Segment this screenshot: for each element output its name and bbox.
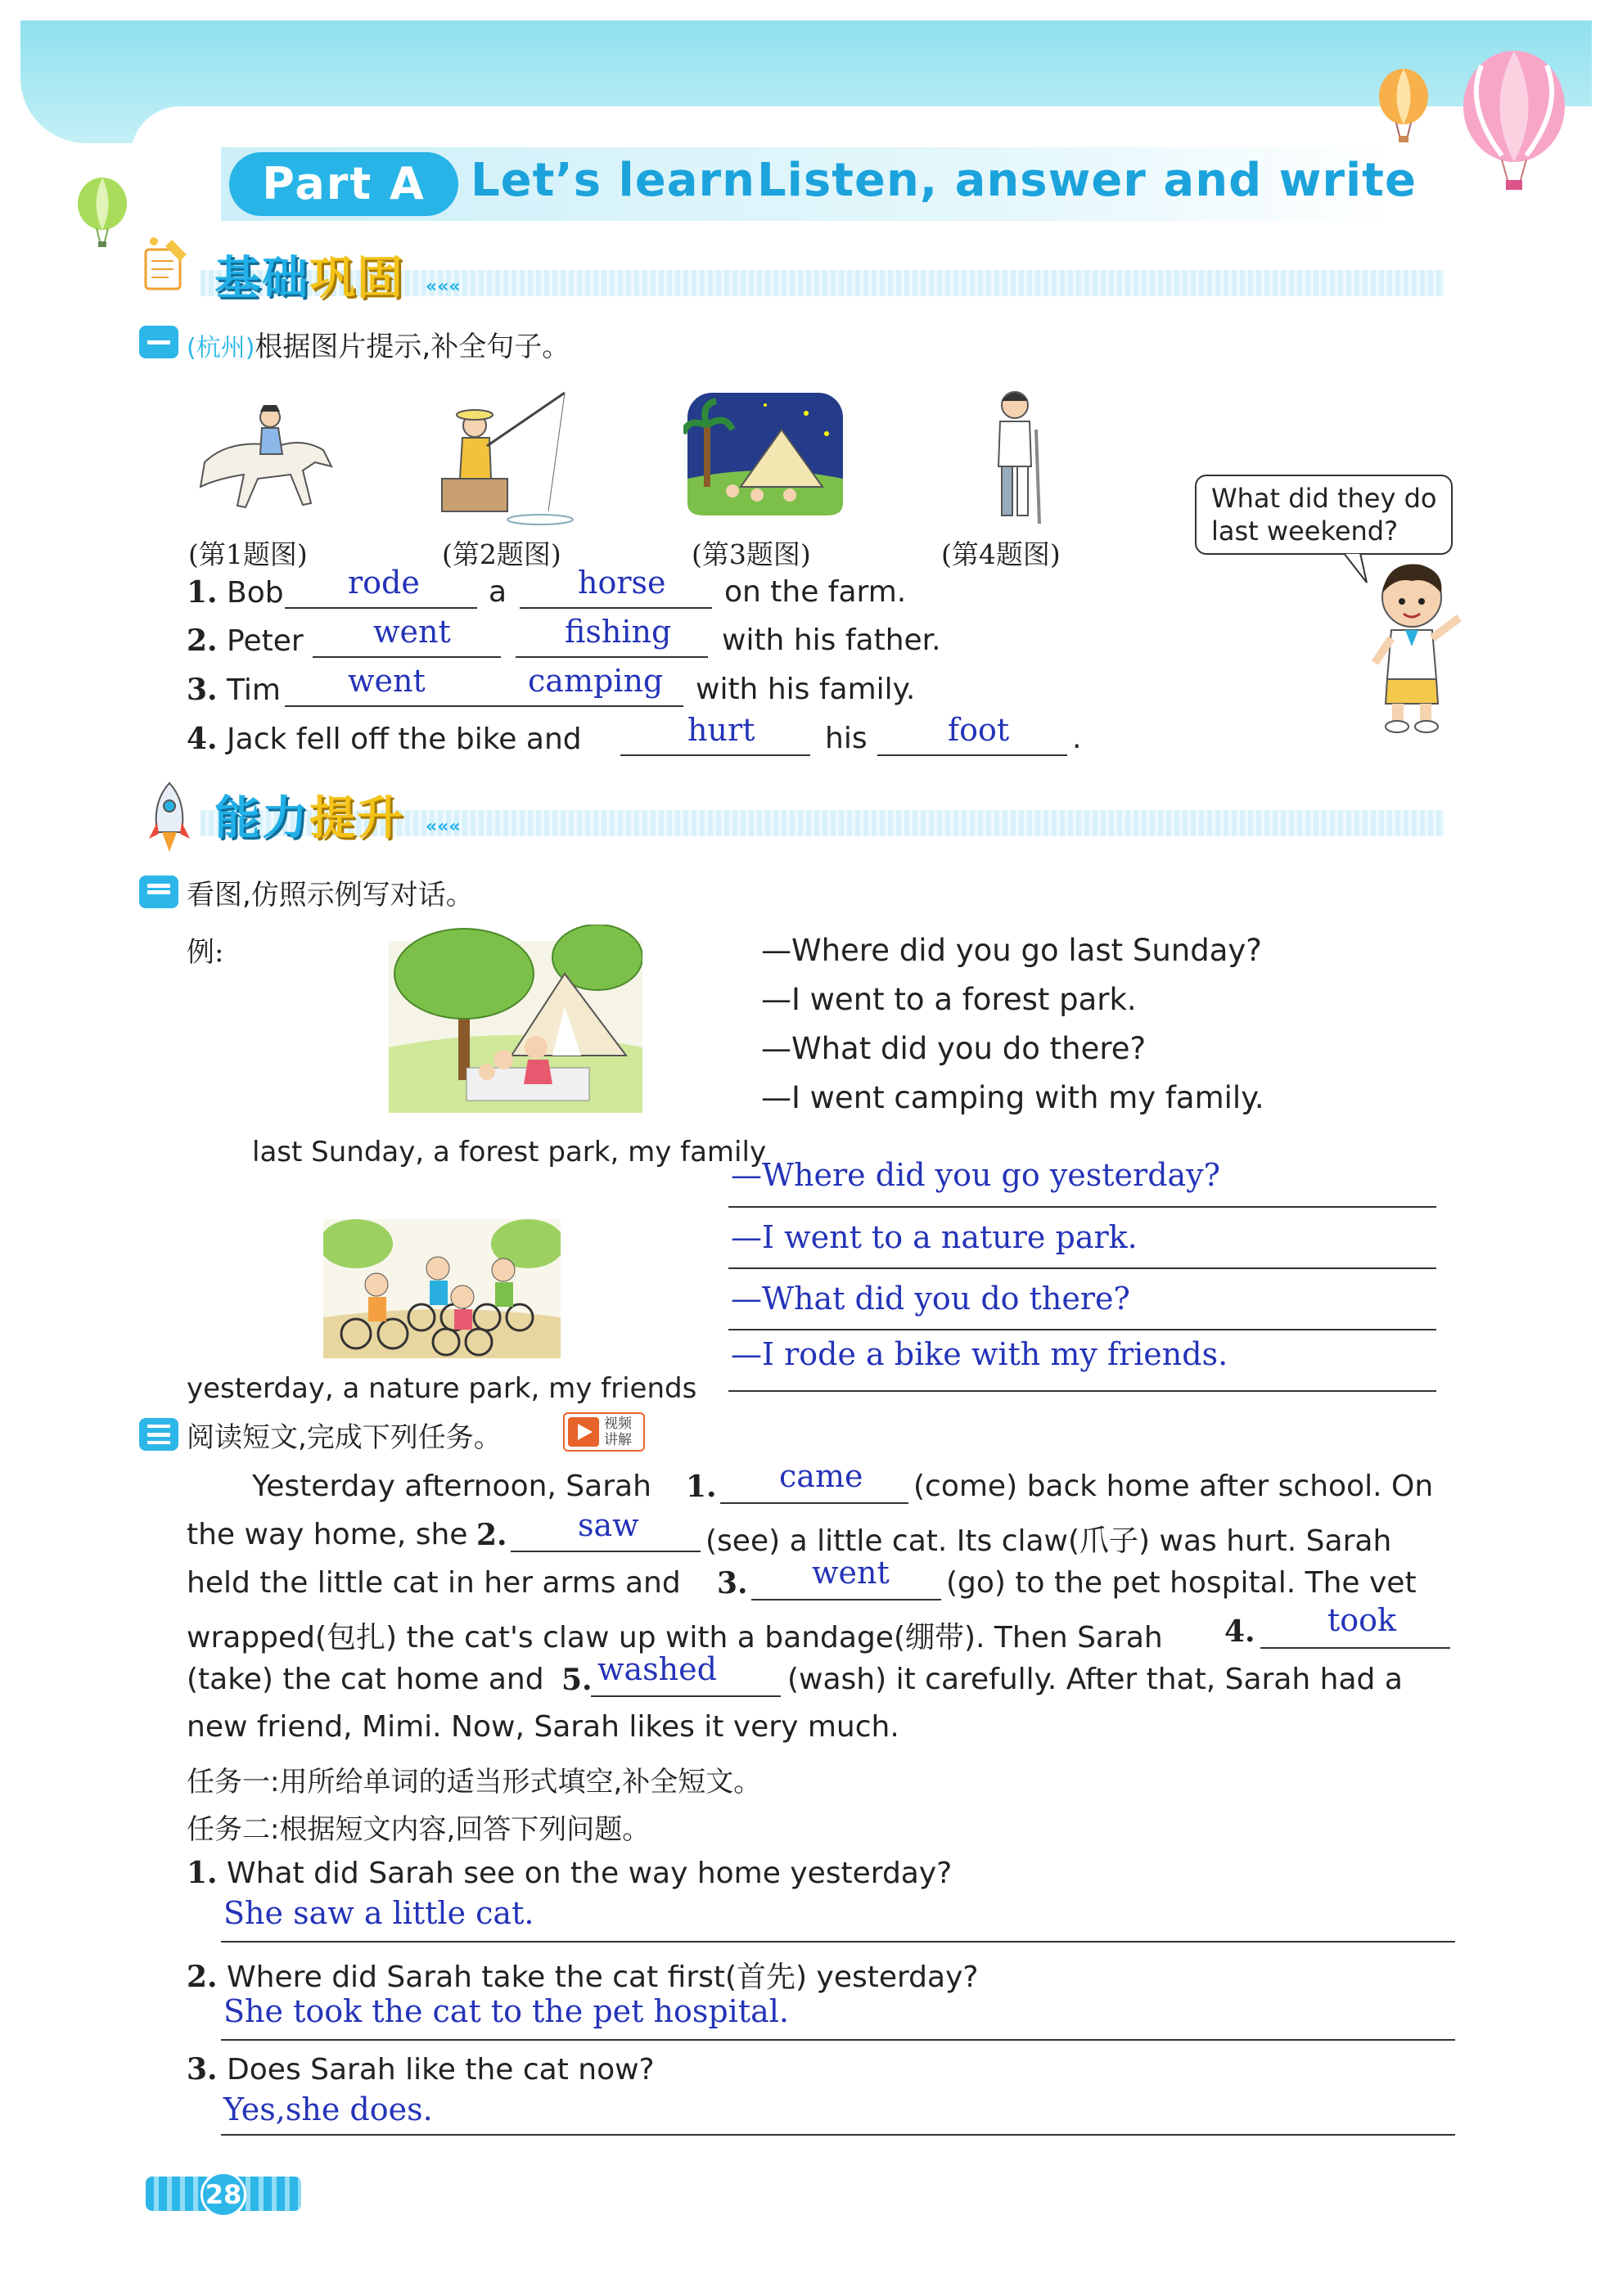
answer-rule-2[interactable] bbox=[728, 1267, 1436, 1269]
part-label: Part A bbox=[229, 152, 458, 216]
passage-num-2: 2. bbox=[476, 1518, 507, 1552]
passage-answer-1: came bbox=[779, 1458, 863, 1494]
pink-balloon-icon bbox=[1457, 49, 1571, 196]
q1-blank-2a[interactable] bbox=[313, 656, 501, 658]
passage-line-5b: (wash) it carefully. After that, Sarah had a bbox=[787, 1663, 1403, 1696]
question-1-badge bbox=[139, 326, 178, 358]
passage-num-4: 4. bbox=[1224, 1614, 1255, 1649]
q1-answer-4a: hurt bbox=[687, 712, 755, 748]
question-2: 2. Where did Sarah take the cat first(首先) yesterday? bbox=[187, 1960, 979, 1994]
passage-line-1a: Yesterday afternoon, Sarah bbox=[252, 1470, 651, 1503]
section1-chevrons: ««« bbox=[426, 277, 461, 297]
answer-rule-1[interactable] bbox=[728, 1206, 1436, 1208]
passage-blank-5[interactable] bbox=[591, 1695, 781, 1697]
camping-night-picture bbox=[683, 389, 847, 520]
question-3-answer: Yes,she does. bbox=[223, 2091, 433, 2127]
video-label: 视频 讲解 bbox=[604, 1416, 632, 1448]
q1-item-3-post: with his family. bbox=[696, 673, 916, 706]
question-2-rule[interactable] bbox=[221, 2039, 1455, 2041]
caption-3: (第3题图) bbox=[692, 538, 811, 570]
q1-item-4-post: . bbox=[1072, 722, 1082, 755]
q1-answer-3b: camping bbox=[528, 663, 664, 699]
question-3-badge bbox=[139, 1418, 178, 1451]
q1-answer-1a: rode bbox=[348, 565, 420, 601]
caption-2: (第2题图) bbox=[442, 538, 561, 570]
page-number: 28 bbox=[201, 2172, 246, 2217]
passage-line-2b: (see) a little cat. Its claw(爪子) was hurt. Sarah bbox=[705, 1524, 1392, 1558]
boy-character-picture bbox=[1363, 556, 1469, 736]
q1-blank-3a[interactable] bbox=[285, 705, 502, 707]
answer-rule-3[interactable] bbox=[728, 1329, 1436, 1330]
question-1: 1. What did Sarah see on the way home yesterday? bbox=[187, 1856, 953, 1890]
passage-line-6: new friend, Mimi. Now, Sarah likes it very much. bbox=[187, 1710, 899, 1744]
example-caption: last Sunday, a forest park, my family bbox=[252, 1136, 767, 1168]
question-1-heading: (杭州)根据图片提示,补全句子。 bbox=[187, 331, 570, 363]
passage-answer-2: saw bbox=[578, 1507, 639, 1543]
answer-line-3: —What did you do there? bbox=[731, 1281, 1130, 1317]
q1-blank-4a[interactable] bbox=[620, 754, 810, 756]
passage-line-5a: (take) the cat home and bbox=[187, 1663, 544, 1696]
question-3: 3. Does Sarah like the cat now? bbox=[187, 2052, 655, 2087]
speech-bubble bbox=[1195, 475, 1453, 555]
passage-blank-2[interactable] bbox=[511, 1551, 701, 1552]
question-3-heading: 阅读短文,完成下列任务。 bbox=[187, 1421, 502, 1454]
q1-blank-4b[interactable] bbox=[877, 754, 1067, 756]
passage-line-1b: (come) back home after school. On bbox=[913, 1470, 1434, 1503]
answer-rule-4[interactable] bbox=[728, 1390, 1436, 1392]
q1-item-1: 1. Bob bbox=[187, 575, 284, 610]
q1-item-2-post: with his father. bbox=[722, 624, 941, 657]
q1-answer-3a: went bbox=[348, 663, 426, 699]
q1-item-1-mid: a bbox=[489, 575, 507, 609]
task-1-instruction: 任务一:用所给单词的适当形式填空,补全短文。 bbox=[187, 1766, 762, 1799]
q1-blank-2b[interactable] bbox=[516, 656, 708, 658]
boy-crutch-picture bbox=[982, 385, 1056, 532]
passage-answer-3: went bbox=[812, 1555, 890, 1591]
section2-title: 能力提升 bbox=[214, 792, 404, 845]
play-icon bbox=[568, 1417, 599, 1447]
q1-item-1-post: on the farm. bbox=[724, 575, 907, 609]
lesson-subtitle: Listen, answer and write bbox=[757, 154, 1417, 207]
passage-line-3a: held the little cat in her arms and bbox=[187, 1566, 681, 1600]
passage-line-4a: wrapped(包扎) the cat's claw up with a bandage(绷带). Then Sarah bbox=[187, 1621, 1163, 1654]
example-line-4: —I went camping with my family. bbox=[761, 1080, 1264, 1115]
passage-blank-3[interactable] bbox=[751, 1599, 941, 1600]
q1-item-4: 4. Jack fell off the bike and bbox=[187, 722, 582, 756]
example-label: 例: bbox=[187, 936, 224, 969]
fishing-picture bbox=[426, 389, 589, 528]
passage-blank-4[interactable] bbox=[1260, 1647, 1450, 1649]
caption-1: (第1题图) bbox=[188, 538, 308, 570]
orange-balloon-icon bbox=[1375, 65, 1432, 147]
task-2-instruction: 任务二:根据短文内容,回答下列问题。 bbox=[187, 1813, 651, 1846]
q1-answer-2b: fishing bbox=[565, 614, 672, 650]
passage-blank-1[interactable] bbox=[720, 1502, 908, 1504]
question-3-rule[interactable] bbox=[221, 2134, 1455, 2136]
passage-num-1: 1. bbox=[686, 1470, 717, 1504]
forest-camping-picture bbox=[389, 925, 642, 1113]
section2-chevrons: ««« bbox=[426, 817, 461, 837]
q1-item-2: 2. Peter bbox=[187, 624, 304, 658]
passage-num-5: 5. bbox=[561, 1663, 593, 1697]
question-2-answer: She took the cat to the pet hospital. bbox=[223, 1993, 789, 2029]
example-line-3: —What did you do there? bbox=[761, 1031, 1147, 1066]
q1-item-4-mid: his bbox=[825, 722, 868, 755]
q1-blank-1a[interactable] bbox=[285, 607, 477, 609]
biking-friends-picture bbox=[323, 1219, 561, 1358]
passage-answer-4: took bbox=[1327, 1602, 1397, 1638]
section1-title: 基础巩固 bbox=[214, 252, 404, 305]
answer-line-2: —I went to a nature park. bbox=[731, 1219, 1138, 1255]
speech-line-2: last weekend? bbox=[1211, 515, 1399, 547]
green-balloon-icon bbox=[74, 176, 131, 250]
task-caption: yesterday, a nature park, my friends bbox=[187, 1372, 697, 1405]
rocket-icon bbox=[147, 781, 192, 855]
q1-answer-1b: horse bbox=[578, 565, 666, 601]
question-2-heading: 看图,仿照示例写对话。 bbox=[187, 879, 474, 912]
pencil-notebook-icon bbox=[139, 233, 196, 295]
q1-blank-1b[interactable] bbox=[520, 607, 712, 609]
video-explain-button[interactable] bbox=[563, 1412, 645, 1452]
passage-answer-5: washed bbox=[597, 1651, 717, 1687]
answer-line-4: —I rode a bike with my friends. bbox=[731, 1336, 1228, 1372]
question-1-rule[interactable] bbox=[221, 1941, 1455, 1943]
example-line-1: —Where did you go last Sunday? bbox=[761, 933, 1262, 968]
passage-line-3b: (go) to the pet hospital. The vet bbox=[946, 1566, 1417, 1600]
example-line-2: —I went to a forest park. bbox=[761, 982, 1137, 1017]
speech-line-1: What did they do bbox=[1211, 483, 1437, 514]
passage-num-3: 3. bbox=[717, 1566, 748, 1600]
question-1-answer: She saw a little cat. bbox=[223, 1895, 534, 1931]
passage-line-2a: the way home, she bbox=[187, 1518, 468, 1551]
q1-answer-2a: went bbox=[373, 614, 451, 650]
q1-answer-4b: foot bbox=[948, 712, 1010, 748]
q1-item-3: 3. Tim bbox=[187, 673, 281, 707]
question-2-badge bbox=[139, 876, 178, 908]
horse-riding-picture bbox=[180, 389, 344, 520]
lesson-title: Let’s learn bbox=[471, 154, 755, 207]
q1-blank-3b[interactable] bbox=[491, 705, 683, 707]
caption-4: (第4题图) bbox=[941, 538, 1061, 570]
answer-line-1: —Where did you go yesterday? bbox=[731, 1157, 1221, 1193]
